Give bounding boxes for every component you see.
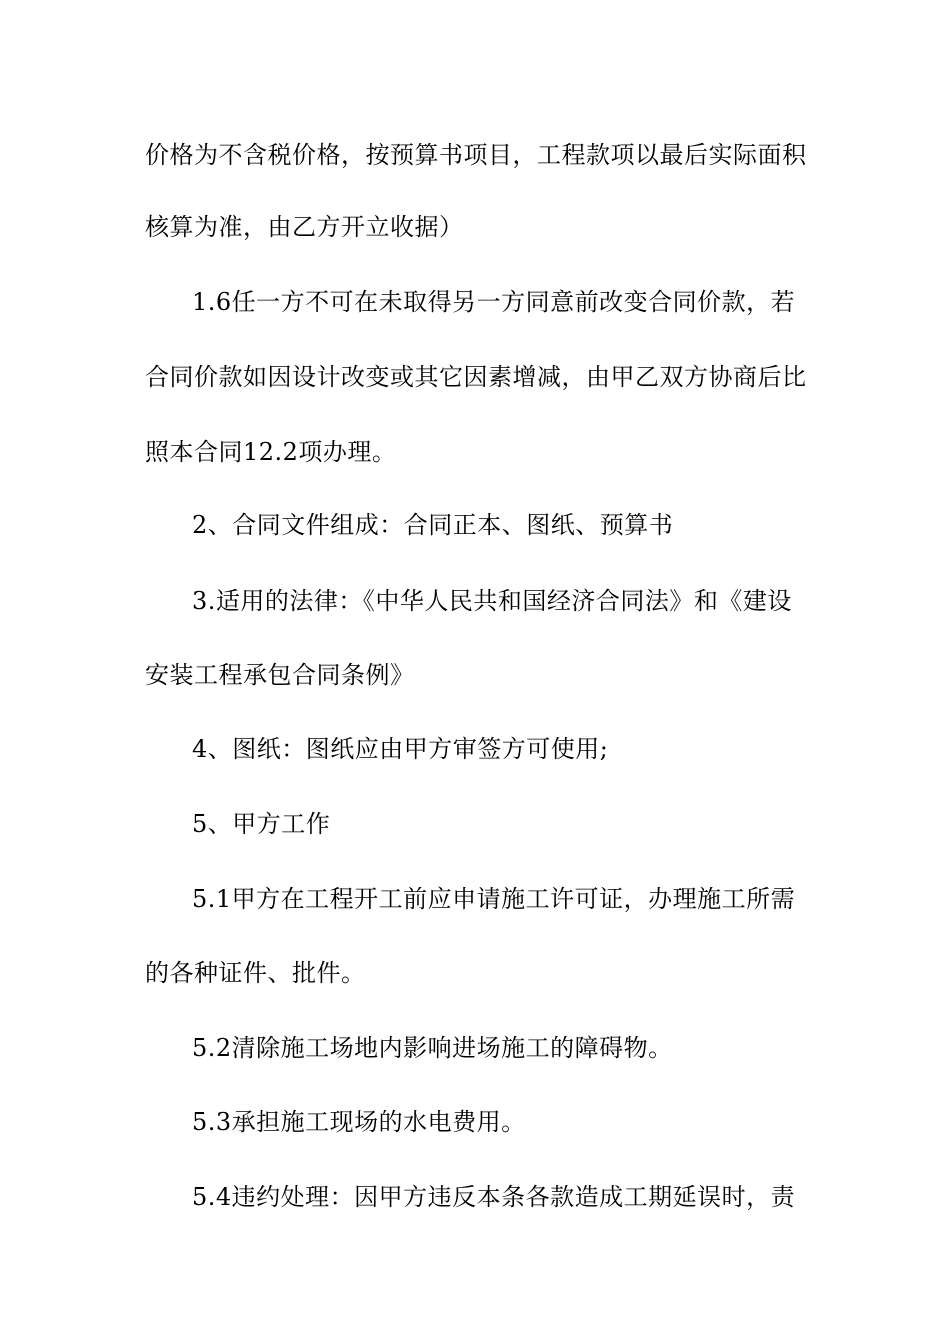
paragraph-line: 5、甲方工作 [192, 810, 331, 838]
paragraph-line: 5.4违约处理：因甲方违反本条各款造成工期延误时，责 [192, 1183, 796, 1211]
paragraph-line: 3.适用的法律：《中华人民共和国经济合同法》和《建设 [192, 587, 792, 615]
paragraph-line: 的各种证件、批件。 [145, 959, 366, 987]
paragraph-line: 5.3承担施工现场的水电费用。 [192, 1108, 526, 1136]
paragraph-line: 核算为准，由乙方开立收据） [145, 213, 464, 241]
paragraph-line: 合同价款如因设计改变或其它因素增减，由甲乙双方协商后比 [145, 363, 807, 391]
paragraph-line: 2、合同文件组成：合同正本、图纸、预算书 [192, 511, 674, 539]
paragraph-line: 5.1甲方在工程开工前应申请施工许可证，办理施工所需 [192, 885, 796, 913]
paragraph-line: 5.2清除施工场地内影响进场施工的障碍物。 [192, 1034, 673, 1062]
paragraph-line: 安装工程承包合同条例》 [145, 661, 415, 689]
paragraph-line: 照本合同12.2项办理。 [145, 438, 397, 466]
paragraph-line: 价格为不含税价格，按预算书项目，工程款项以最后实际面积 [145, 141, 807, 169]
paragraph-line: 4、图纸：图纸应由甲方审签方可使用; [192, 735, 609, 763]
paragraph-line: 1.6任一方不可在未取得另一方同意前改变合同价款，若 [192, 288, 796, 316]
